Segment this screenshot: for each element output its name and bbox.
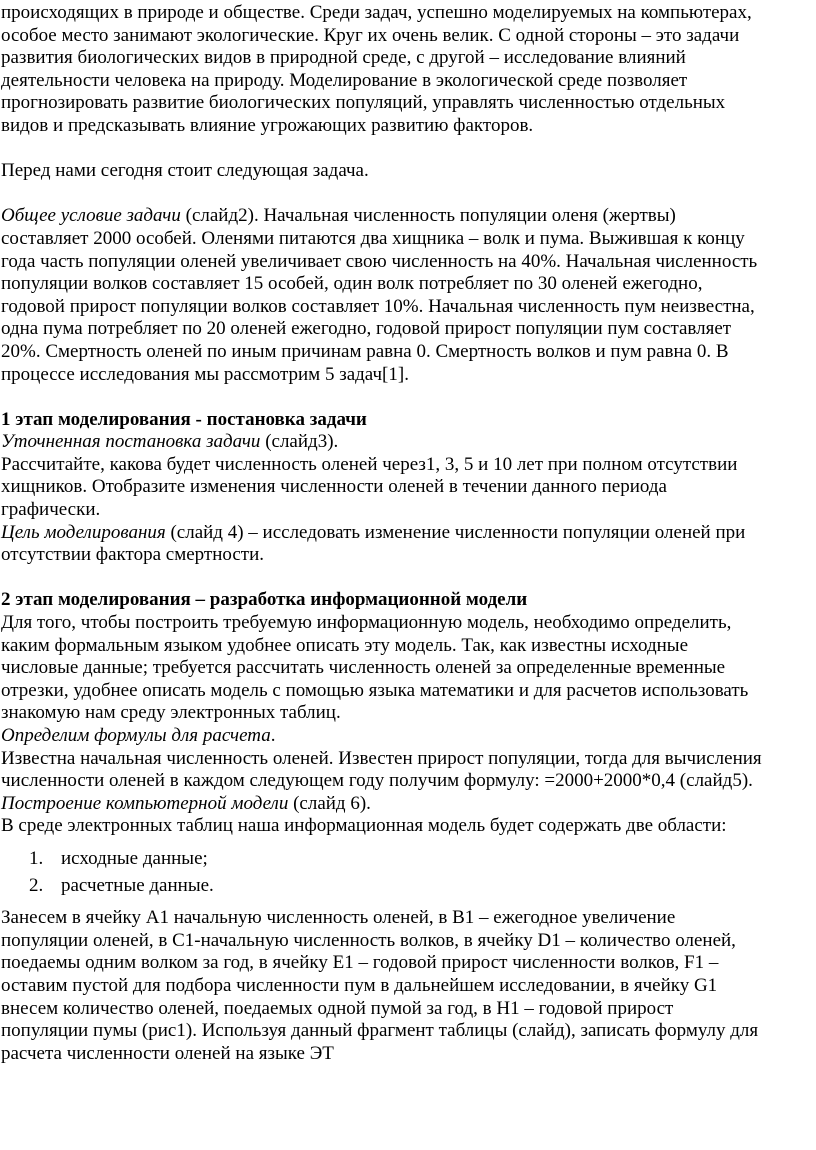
model-slide: (слайд 6). xyxy=(288,792,371,814)
list-text: расчетные данные. xyxy=(61,874,214,896)
stage2-heading: 2 этап моделирования – разработка информационной модели xyxy=(1,589,528,611)
text-line: хищников. Отобразите изменения численности оленей в течении данного периода xyxy=(1,476,667,498)
text-line xyxy=(1,793,812,816)
text-line: Для того, чтобы построить требуемую информационную модель, необходимо определить, xyxy=(1,612,732,634)
text-line: численности оленей в каждом следующем году получим формулу: =2000+2000*0,4 (слайд5). xyxy=(1,770,753,792)
text-line: популяции волков составляет 15 особей, один волк потребляет по 30 оленей ежегодно, xyxy=(1,273,703,295)
list-number: 2. xyxy=(29,874,44,896)
text-line: Рассчитайте, какова будет численность оленей через1, 3, 5 и 10 лет при полном отсутствии xyxy=(1,453,738,475)
text-line: оставим пустой для подбора численности пум в дальнейшем исследовании, в ячейку G1 xyxy=(1,974,718,996)
text-line: расчета численности оленей на языке ЭТ xyxy=(1,1042,334,1064)
text-line: знакомую нам среду электронных таблиц. xyxy=(1,702,341,724)
formulas-label: Определим формулы для расчета xyxy=(1,725,271,746)
text-line: составляет 2000 особей. Оленями питаются два хищника – волк и пума. Выжившая к концу xyxy=(1,227,745,249)
general-condition-text: (слайд2). Начальная численность популяции оленя (жертвы) xyxy=(180,205,676,227)
text-line xyxy=(1,522,812,545)
text-line: годовой прирост популяции волков составляет 10%. Начальная численность пум неизвестна, xyxy=(1,295,755,317)
text-line: происходящих в природе и обществе. Среди задач, успешно моделируемых на компьютерах, xyxy=(1,2,752,23)
text-line: Занесем в ячейку А1 начальную численность оленей, в В1 – ежегодное увеличение xyxy=(1,907,676,929)
goal-text: (слайд 4) – исследовать изменение численности популяции оленей при xyxy=(165,521,746,543)
text-line: отрезки, удобнее описать модель с помощью языка математики и для расчетов использовать xyxy=(1,679,749,701)
stage2-section xyxy=(1,589,812,1065)
blank-line xyxy=(1,567,812,590)
refined-task-label: Уточненная постановка задачи xyxy=(1,431,261,453)
text-line: прогнозировать развитие биологических популяций, управлять численностью отдельных xyxy=(1,92,726,114)
text-line: видов и предсказывать влияние угрожающих развитию факторов. xyxy=(1,114,534,136)
blank-line xyxy=(1,138,812,161)
goal-label: Цель моделирования xyxy=(1,521,166,543)
text-line: Известна начальная численность оленей. Известен прирост популяции, тогда для вычисления xyxy=(1,747,762,769)
general-condition-paragraph xyxy=(1,205,812,386)
list-text: исходные данные; xyxy=(61,847,208,869)
blank-line xyxy=(1,183,812,206)
text-line: популяции оленей, в С1-начальную численность волков, в ячейку D1 – количество оленей, xyxy=(1,929,736,951)
text-line xyxy=(1,431,812,454)
text-line: развития биологических видов в природной среде, с другой – исследование влияний xyxy=(1,47,686,69)
text-line: отсутствии фактора смертности. xyxy=(1,544,264,566)
stage1-section xyxy=(1,409,812,567)
refined-task-slide: (слайд3). xyxy=(260,431,339,453)
list-item xyxy=(1,848,812,871)
list-item xyxy=(1,875,812,898)
text-line: деятельности человека на природу. Моделирование в экологической среде позволяет xyxy=(1,69,688,91)
text-line: 20%. Смертность оленей по иным причинам равна 0. Смертность волков и пум равна 0. В xyxy=(1,340,729,362)
text-line: популяции пумы (рис1). Используя данный фрагмент таблицы (слайд), записать формулу для xyxy=(1,1020,759,1042)
intro-paragraph xyxy=(1,2,812,138)
text-line: одна пума потребляет по 20 оленей ежегодно, годовой прирост популяции пум составляет xyxy=(1,318,732,340)
text-line: года часть популяции оленей увеличивает свою численность на 40%. Начальная численность xyxy=(1,250,758,272)
task-intro: Перед нами сегодня стоит следующая задача. xyxy=(1,160,369,182)
list-number: 1. xyxy=(29,847,44,869)
text-line: графически. xyxy=(1,499,101,521)
stage1-heading: 1 этап моделирования - постановка задачи xyxy=(1,408,367,430)
general-condition-label: Общее условие задачи xyxy=(1,205,181,227)
text-line: особое место занимают экологические. Круг их очень велик. С одной стороны – это задачи xyxy=(1,24,740,46)
text-line: В среде электронных таблиц наша информационная модель будет содержать две области: xyxy=(1,815,727,837)
text-line: поедаемы одним волком за год, в ячейку Е1 – годовой прирост численности волков, F1 – xyxy=(1,952,719,974)
areas-list xyxy=(1,848,812,897)
text-line: внесем количество оленей, поедаемых одной пумой за год, в Н1 – годовой прирост xyxy=(1,997,674,1019)
text-line: каким формальным языком удобнее описать эту модель. Так, как известны исходные xyxy=(1,634,688,656)
text-line: процессе исследования мы рассмотрим 5 задач[1]. xyxy=(1,363,409,385)
text-line xyxy=(1,725,812,748)
model-label: Построение компьютерной модели xyxy=(1,792,289,814)
formulas-dot: . xyxy=(270,725,276,746)
text-line xyxy=(1,205,812,228)
blank-line xyxy=(1,386,812,409)
text-line: числовые данные; требуется рассчитать численность оленей за определенные временные xyxy=(1,657,726,679)
